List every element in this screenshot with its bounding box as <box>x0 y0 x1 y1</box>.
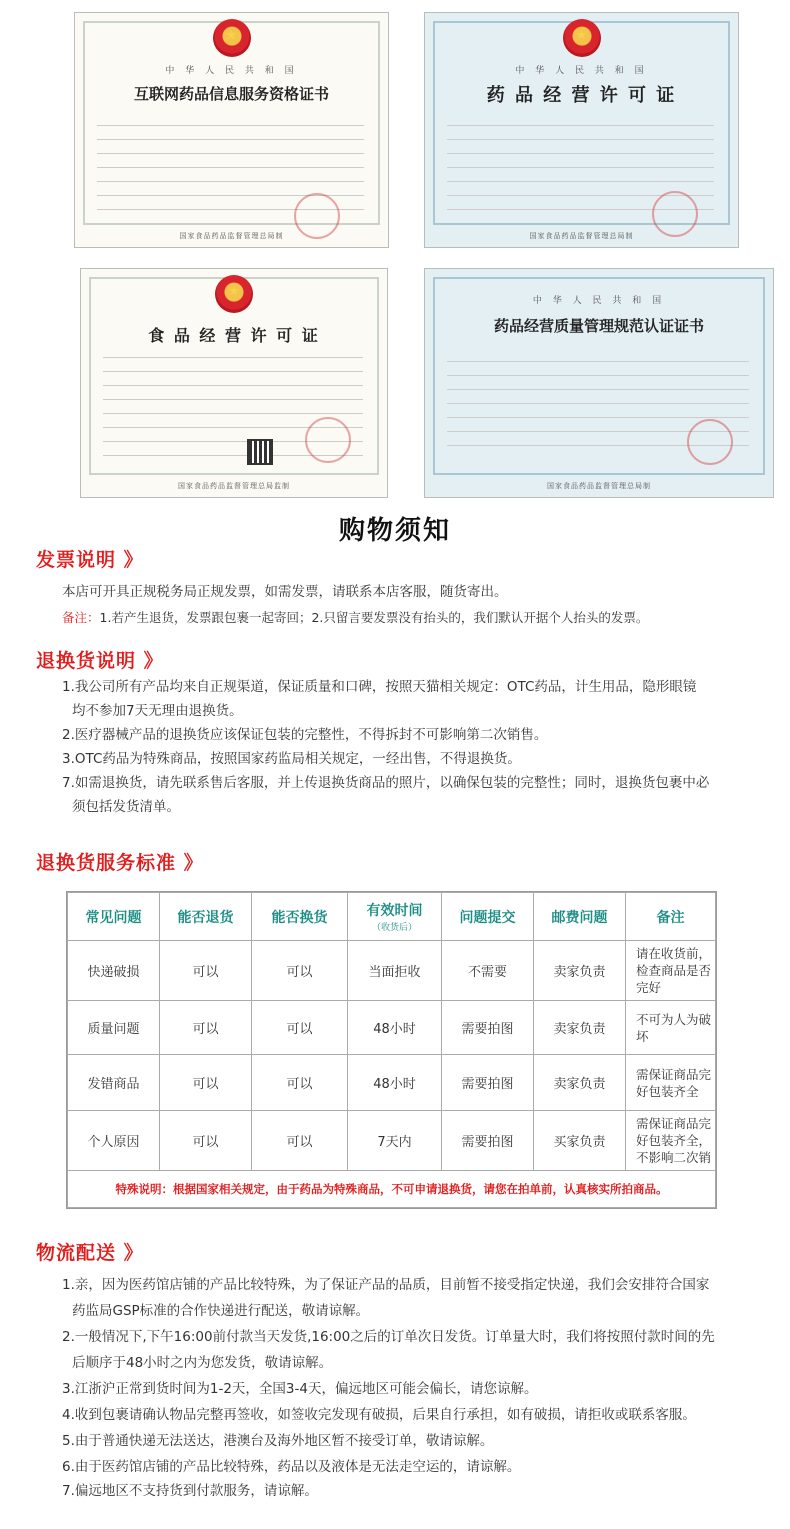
list-item: 3.江浙沪正常到货时间为1-2天，全国3-4天，偏远地区可能会偏长，请您谅解。 <box>62 1381 538 1397</box>
qr-code-icon <box>247 439 273 465</box>
list-item: 6.由于医药馆店铺的产品比较特殊，药品以及液体是无法走空运的，请谅解。 <box>62 1459 521 1475</box>
shipping-heading: 物流配送 》 <box>36 1242 144 1264</box>
returns-standard-table <box>66 891 717 1209</box>
cert-issuer: 国家食品药品监督管理总局制 <box>529 232 634 240</box>
list-item: 1.我公司所有产品均来自正规渠道，保证质量和口碑，按照天猫相关规定：OTC药品，计生用品，隐形眼镜 均不参加7天无理由退换货。 <box>62 679 697 719</box>
cert-title: 药品经营质量管理规范认证证书 <box>493 317 704 335</box>
cert-issuer: 国家食品药品监督管理总局制 <box>179 232 284 240</box>
table-row: 发错商品 可以 可以 48小时 需要拍图 卖家负责 需保证商品完好包装齐全 <box>68 1055 716 1111</box>
cert-country: 中 华 人 民 共 和 国 <box>532 296 666 306</box>
certificate-drug-business-license <box>424 12 739 248</box>
table-row: 个人原因 可以 可以 7天内 需要拍图 买家负责 需保证商品完好包装齐全，不影响二次销 <box>68 1111 716 1171</box>
cert-issuer: 国家食品药品监督管理总局制 <box>547 482 651 490</box>
invoice-text: 本店可开具正规税务局正规发票，如需发票，请联系本店客服，随货寄出。 <box>62 584 508 600</box>
col-time: 有效时间 （收货后） <box>348 893 442 941</box>
table-row: 快递破损 可以 可以 当面拒收 不需要 卖家负责 请在收货前，检查商品是否完好 <box>68 941 716 1001</box>
list-item: 2.医疗器械产品的退换货应该保证包装的完整性，不得拆封不可影响第二次销售。 <box>62 727 548 743</box>
col-remark: 备注 <box>626 893 716 941</box>
official-seal-icon <box>687 419 733 465</box>
col-return: 能否退货 <box>160 893 252 941</box>
list-item: 7.如需退换货，请先联系售后客服，并上传退换货商品的照片，以确保包装的完整性；同时，退换货包裹中必 须包括发货清单。 <box>62 775 710 815</box>
list-item: 3.OTC药品为特殊商品，按照国家药监局相关规定，一经出售，不得退换货。 <box>62 751 521 767</box>
table-row: 质量问题 可以 可以 48小时 需要拍图 卖家负责 不可为人为破坏 <box>68 1001 716 1055</box>
certificate-food-business-license <box>80 268 388 498</box>
official-seal-icon <box>305 417 351 463</box>
invoice-note <box>62 608 648 628</box>
certificate-internet-drug-info <box>74 12 389 248</box>
list-item: 2.一般情况下,下午16:00前付款当天发货,16:00之后的订单次日发货。订单量大时，我们将按照付款时间的先 后顺序于48小时之内为您发货，敬请谅解。 <box>62 1329 715 1371</box>
col-submit: 问题提交 <box>442 893 534 941</box>
cert-title: 药 品 经 营 许 可 证 <box>486 85 677 106</box>
certificate-gsp <box>424 268 774 498</box>
cert-title: 互联网药品信息服务资格证书 <box>133 85 329 103</box>
col-exchange: 能否换货 <box>252 893 348 941</box>
list-item: 4.收到包裹请确认物品完整再签收，如签收完发现有破损，后果自行承担，如有破损，请拒收或联系客服。 <box>62 1407 696 1423</box>
col-issue: 常见问题 <box>68 893 160 941</box>
shipping-list <box>62 1272 762 1502</box>
special-notice: 特殊说明：根据国家相关规定，由于药品为特殊商品，不可申请退换货，请您在拍单前，认真核实所拍商品。 <box>68 1171 716 1208</box>
cert-country: 中 华 人 民 共 和 国 <box>515 66 648 76</box>
cert-title: 食 品 经 营 许 可 证 <box>148 326 320 345</box>
returns-heading: 退换货说明 》 <box>36 650 164 672</box>
national-emblem-icon <box>563 19 601 57</box>
note-label: 备注： <box>62 610 100 625</box>
returns-list <box>62 675 762 819</box>
cert-issuer: 国家食品药品监督管理总局监制 <box>178 482 290 490</box>
national-emblem-icon <box>215 275 253 313</box>
list-item: 1.亲，因为医药馆店铺的产品比较特殊，为了保证产品的品质，目前暂不接受指定快递，我们会安排符合国家 药监局GSP标准的合作快递进行配送，敬请谅解。 <box>62 1277 710 1319</box>
gsp-heading: 退换货服务标准 》 <box>36 852 204 874</box>
list-item: 5.由于普通快递无法送达，港澳台及海外地区暂不接受订单，敬请谅解。 <box>62 1433 494 1449</box>
col-postage: 邮费问题 <box>534 893 626 941</box>
list-item: 7.偏远地区不支持货到付款服务，请谅解。 <box>62 1483 318 1499</box>
invoice-heading: 发票说明 》 <box>36 549 144 571</box>
national-emblem-icon <box>213 19 251 57</box>
page-title: 购物须知 <box>338 516 451 546</box>
cert-country: 中 华 人 民 共 和 国 <box>165 66 298 76</box>
note-text: 1.若产生退货，发票跟包裹一起寄回；2.只留言要发票没有抬头的，我们默认开据个人抬头的发票。 <box>99 610 649 625</box>
